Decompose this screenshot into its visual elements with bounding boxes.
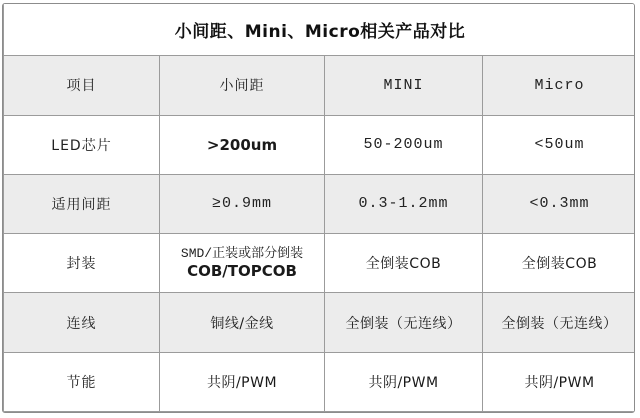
comparison-table — [3, 4, 635, 412]
table-cell: 50-200um — [325, 115, 483, 174]
table-cell: 共阴/PWM — [160, 352, 325, 411]
table-cell — [160, 234, 325, 293]
package-line2: COB/TOPCOB — [187, 262, 297, 281]
table-cell: 铜线/金线 — [160, 293, 325, 352]
table-cell: 0.3-1.2mm — [325, 174, 483, 233]
row-label: 节能 — [4, 352, 160, 411]
table-title: 小间距、Mini、Micro相关产品对比 — [4, 4, 636, 56]
comparison-table-frame — [2, 3, 635, 413]
table-cell: 全倒装（无连线） — [325, 293, 483, 352]
table-row-energy — [4, 352, 636, 411]
column-header-item: 项目 — [4, 56, 160, 115]
table-cell: ≥0.9mm — [160, 174, 325, 233]
table-cell: 全倒装（无连线） — [483, 293, 636, 352]
column-header-mini: MINI — [325, 56, 483, 115]
table-cell: <0.3mm — [483, 174, 636, 233]
table-cell: 共阴/PWM — [325, 352, 483, 411]
row-label: LED芯片 — [4, 115, 160, 174]
table-cell: 全倒装COB — [483, 234, 636, 293]
column-header-micro: Micro — [483, 56, 636, 115]
package-line1: SMD/正装或部分倒装 — [180, 246, 304, 262]
table-cell: <50um — [483, 115, 636, 174]
table-cell: 全倒装COB — [325, 234, 483, 293]
title-row — [4, 4, 636, 56]
table-cell: >200um — [160, 115, 325, 174]
row-label: 连线 — [4, 293, 160, 352]
row-label: 封装 — [4, 234, 160, 293]
table-row-wiring — [4, 293, 636, 352]
row-label: 适用间距 — [4, 174, 160, 233]
table-row-package — [4, 234, 636, 293]
table-row-pitch — [4, 174, 636, 233]
header-row — [4, 56, 636, 115]
table-row-led-chip — [4, 115, 636, 174]
column-header-xiaojianju: 小间距 — [160, 56, 325, 115]
table-cell: 共阴/PWM — [483, 352, 636, 411]
